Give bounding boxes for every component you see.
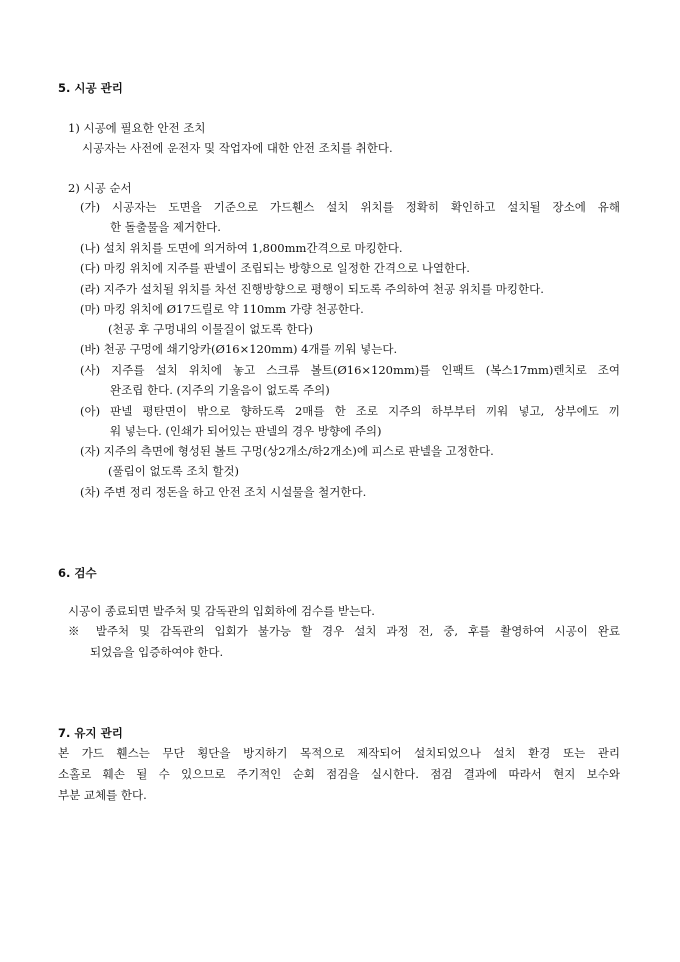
subsection-1-heading: 1) 시공에 필요한 안전 조치	[68, 121, 206, 135]
step-a-line2: 워 넣는다. (인쇄가 되어있는 판넬의 경우 방향에 주의)	[110, 424, 382, 438]
subsection-1-body: 시공자는 사전에 운전자 및 작업자에 대한 안전 조치를 취한다.	[82, 141, 393, 155]
section-7-body-line3: 부분 교체를 한다.	[58, 788, 147, 802]
step-ga-line2: 한 돌출물을 제거한다.	[110, 220, 221, 234]
step-sa-line1: (사) 지주를 설치 위치에 놓고 스크류 볼트(Ø16×120mm)를 인팩트 (복스17mm)렌치로 조여	[80, 363, 620, 377]
section-6-note-line2: 되었음을 입증하여야 한다.	[90, 645, 224, 659]
step-ja-line1: (자) 지주의 측면에 형성된 볼트 구멍(상2개소/하2개소)에 피스로 판넬을 고정한다.	[80, 444, 494, 458]
section-5-heading: 5. 시공 관리	[58, 81, 123, 95]
step-ja-line2: (풀림이 없도록 조치 할것)	[108, 464, 240, 478]
step-sa-line2: 완조립 한다. (지주의 기울음이 없도록 주의)	[110, 383, 330, 397]
section-7-body-line2: 소홀로 훼손 될 수 있으므로 주기적인 순회 점검을 실시한다. 점검 결과에 따라서 현지 보수와	[58, 767, 620, 781]
step-da: (다) 마킹 위치에 지주를 판넬이 조립되는 방향으로 일정한 간격으로 나열한다.	[80, 261, 470, 275]
step-ma-line1: (마) 마킹 위치에 Ø17드릴로 약 110mm 가량 천공한다.	[80, 302, 364, 316]
step-na: (나) 설치 위치를 도면에 의거하여 1,800mm간격으로 마킹한다.	[80, 241, 403, 255]
step-ga-line1: (가) 시공자는 도면을 기준으로 가드휀스 설치 위치를 정확히 확인하고 설치될 장소에 유해	[80, 200, 620, 214]
step-ba: (바) 천공 구멍에 쇄기앙카(Ø16×120mm) 4개를 끼워 넣는다.	[80, 342, 398, 356]
subsection-2-heading: 2) 시공 순서	[68, 181, 132, 195]
section-7-heading: 7. 유지 관리	[58, 726, 123, 740]
step-a-line1: (아) 판넬 평탄면이 밖으로 향하도록 2매를 한 조로 지주의 하부부터 끼워 넣고, 상부에도 끼	[80, 404, 620, 418]
section-7-body-line1: 본 가드 휀스는 무단 횡단을 방지하기 목적으로 제작되어 설치되었으나 설치 환경 또는 관리	[58, 746, 620, 760]
section-6-note-line1: ※ 발주처 및 감독관의 입회가 불가능 할 경우 설치 과정 전, 중, 후를 촬영하여 시공이 완료	[68, 624, 620, 638]
section-6-heading: 6. 검수	[58, 566, 97, 580]
step-cha: (차) 주변 정리 정돈을 하고 안전 조치 시설물을 철거한다.	[80, 485, 367, 499]
step-ra: (라) 지주가 설치될 위치를 차선 진행방향으로 평행이 되도록 주의하여 천공 위치를 마킹한다.	[80, 282, 544, 296]
section-6-body: 시공이 종료되면 발주처 및 감독관의 입회하에 검수를 받는다.	[68, 604, 375, 618]
step-ma-line2: (천공 후 구멍내의 이물질이 없도록 한다)	[108, 322, 313, 336]
